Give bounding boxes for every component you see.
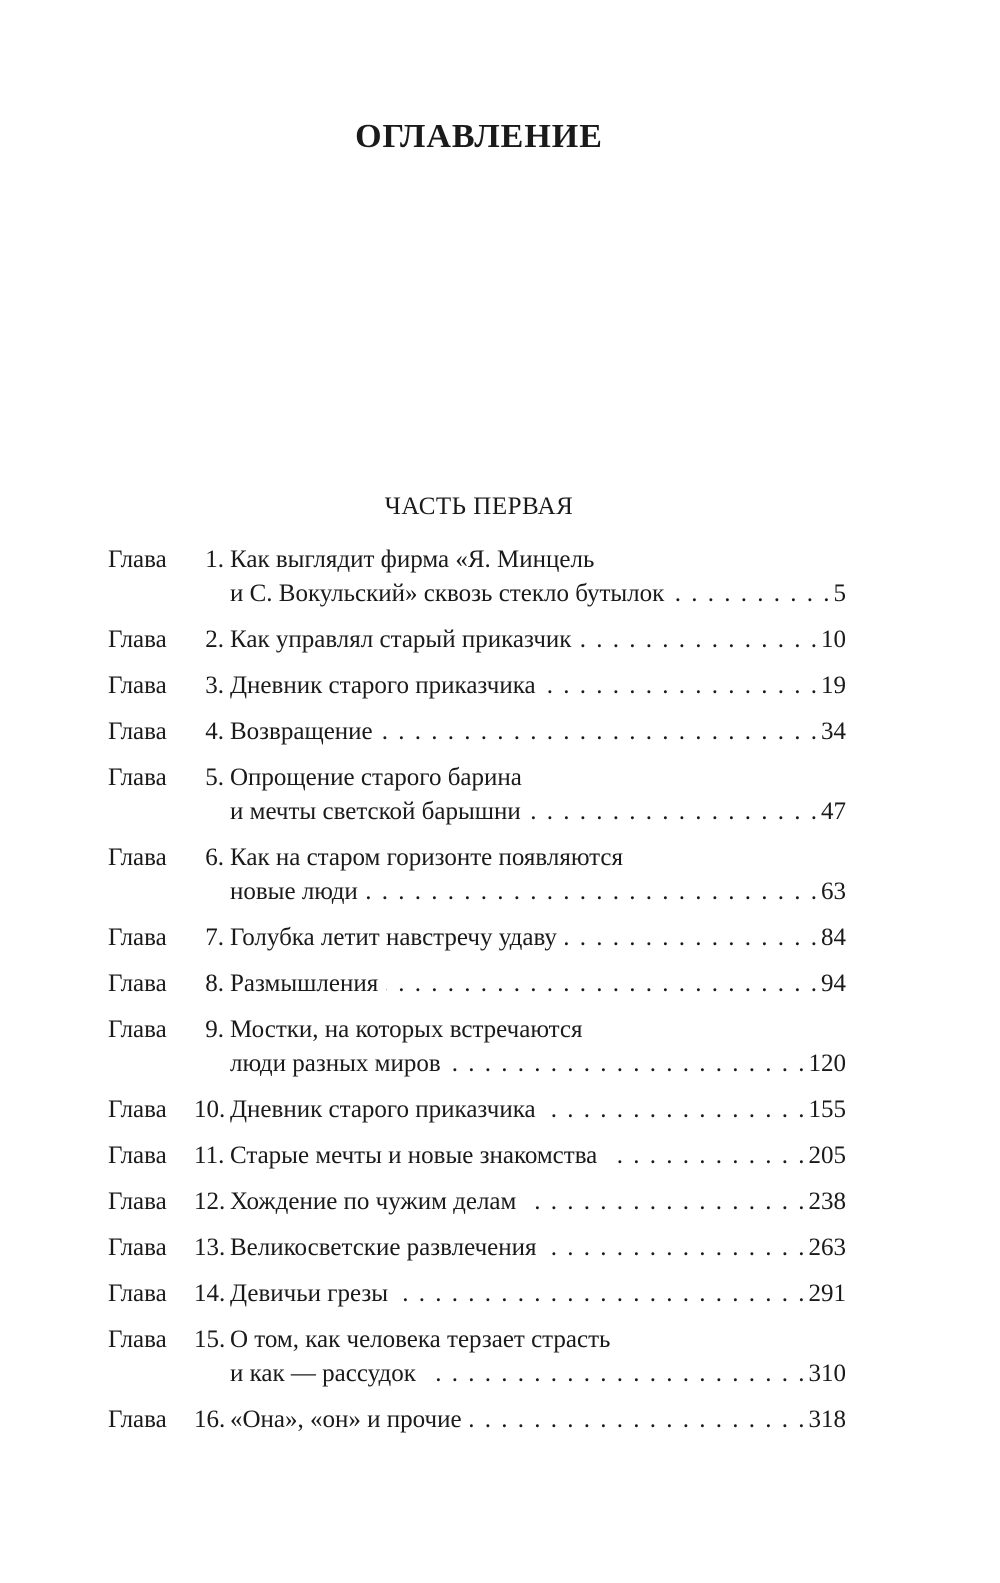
- dot-leader: [579, 623, 817, 657]
- chapter-label: Глава: [108, 844, 167, 871]
- toc-entry-15[interactable]: [108, 1323, 846, 1391]
- chapter-label: Глава: [108, 1234, 167, 1261]
- chapter-page-number: 318: [808, 1406, 846, 1433]
- chapter-number: 2.: [205, 626, 224, 653]
- toc-entry-7[interactable]: [108, 921, 846, 955]
- chapter-label: Глава: [108, 626, 167, 653]
- toc-entry-1[interactable]: [108, 543, 846, 611]
- chapter-number: 16.: [194, 1406, 226, 1433]
- chapter-title-line: Девичьи грезы: [230, 1280, 389, 1307]
- chapter-title-line: Как выглядит фирма «Я. Минцель: [230, 546, 595, 573]
- chapter-number: 11.: [194, 1142, 225, 1169]
- chapter-page-number: 205: [808, 1142, 846, 1169]
- toc-entry-10[interactable]: [108, 1093, 846, 1127]
- dot-leader: [524, 1185, 804, 1219]
- toc-entry-5[interactable]: [108, 761, 846, 829]
- chapter-page-number: 238: [808, 1188, 846, 1215]
- chapter-number: 9.: [205, 1016, 224, 1043]
- dot-leader: [386, 967, 817, 1001]
- chapter-label: Глава: [108, 764, 167, 791]
- dot-leader: [396, 1277, 804, 1311]
- dot-leader: [544, 669, 817, 703]
- chapter-page-number: 34: [821, 718, 846, 745]
- chapter-label: Глава: [108, 672, 167, 699]
- toc-entry-14[interactable]: [108, 1277, 846, 1311]
- chapter-label: Глава: [108, 1188, 167, 1215]
- chapter-label: Глава: [108, 1016, 167, 1043]
- chapter-label: Глава: [108, 1096, 167, 1123]
- chapter-title-line: и мечты светской барышни: [230, 798, 521, 825]
- chapter-label: Глава: [108, 1326, 167, 1353]
- chapter-page-number: 291: [808, 1280, 846, 1307]
- chapter-title-line: Хождение по чужим делам: [230, 1188, 517, 1215]
- chapter-number: 4.: [205, 718, 224, 745]
- chapter-number: 7.: [205, 924, 224, 951]
- chapter-title-line: новые люди: [230, 878, 358, 905]
- chapter-label: Глава: [108, 970, 167, 997]
- chapter-title-line: Мостки, на которых встречаются: [230, 1016, 583, 1043]
- chapter-title-line: Голубка летит навстречу удаву: [230, 924, 557, 951]
- chapter-title-line: и С. Вокульский» сквозь стекло бутылок: [230, 580, 665, 607]
- dot-leader: [544, 1093, 805, 1127]
- chapter-page-number: 19: [821, 672, 846, 699]
- chapter-page-number: 120: [808, 1050, 846, 1077]
- chapter-number: 1.: [205, 546, 224, 573]
- chapter-label: Глава: [108, 1406, 167, 1433]
- toc-entry-12[interactable]: [108, 1185, 846, 1219]
- toc-entry-3[interactable]: [108, 669, 846, 703]
- toc-entry-4[interactable]: [108, 715, 846, 749]
- chapter-title-line: Великосветские развлечения: [230, 1234, 537, 1261]
- chapter-number: 15.: [194, 1326, 226, 1353]
- chapter-label: Глава: [108, 1280, 167, 1307]
- toc-entry-11[interactable]: [108, 1139, 846, 1173]
- chapter-number: 12.: [194, 1188, 226, 1215]
- chapter-page-number: 263: [808, 1234, 846, 1261]
- chapter-label: Глава: [108, 546, 167, 573]
- chapter-number: 6.: [205, 844, 224, 871]
- toc-entry-2[interactable]: [108, 623, 846, 657]
- chapter-page-number: 310: [808, 1360, 846, 1387]
- chapter-title-line: О том, как человека терзает страсть: [230, 1326, 611, 1353]
- chapter-page-number: 47: [821, 798, 846, 825]
- dot-leader: [529, 795, 817, 829]
- chapter-page-number: 155: [808, 1096, 846, 1123]
- dot-leader: [381, 715, 817, 749]
- chapter-page-number: 84: [821, 924, 846, 951]
- toc-entry-8[interactable]: [108, 967, 846, 1001]
- chapter-title-line: Старые мечты и новые знакомства: [230, 1142, 598, 1169]
- dot-leader: [366, 875, 817, 909]
- chapter-label: Глава: [108, 1142, 167, 1169]
- chapter-number: 8.: [205, 970, 224, 997]
- toc-entry-6[interactable]: [108, 841, 846, 909]
- toc-entry-9[interactable]: [108, 1013, 846, 1081]
- chapter-label: Глава: [108, 924, 167, 951]
- dot-leader: [672, 577, 829, 611]
- chapter-title-line: Дневник старого приказчика: [230, 672, 536, 699]
- chapter-number: 3.: [205, 672, 224, 699]
- table-of-contents: [108, 543, 846, 1449]
- page-title: ОГЛАВЛЕНИЕ: [355, 118, 603, 155]
- chapter-number: 13.: [194, 1234, 226, 1261]
- chapter-page-number: 94: [821, 970, 846, 997]
- chapter-title-line: Как управлял старый приказчик: [230, 626, 572, 653]
- dot-leader: [470, 1403, 805, 1437]
- chapter-title-line: «Она», «он» и прочие: [230, 1406, 462, 1433]
- chapter-title-line: и как — рассудок: [230, 1360, 416, 1387]
- dot-leader: [449, 1047, 805, 1081]
- toc-entry-13[interactable]: [108, 1231, 846, 1265]
- dot-leader: [424, 1357, 805, 1391]
- chapter-title-line: Размышления: [230, 970, 379, 997]
- chapter-number: 14.: [194, 1280, 226, 1307]
- chapter-title-line: люди разных миров: [230, 1050, 441, 1077]
- chapter-title-line: Дневник старого приказчика: [230, 1096, 536, 1123]
- chapter-title-line: Опрощение старого барина: [230, 764, 522, 791]
- chapter-title-line: Возвращение: [230, 718, 373, 745]
- chapter-label: Глава: [108, 718, 167, 745]
- chapter-number: 10.: [194, 1096, 226, 1123]
- chapter-page-number: 5: [833, 580, 846, 607]
- toc-entry-16[interactable]: [108, 1403, 846, 1437]
- chapter-number: 5.: [205, 764, 224, 791]
- chapter-page-number: 10: [821, 626, 846, 653]
- dot-leader: [605, 1139, 804, 1173]
- chapter-page-number: 63: [821, 878, 846, 905]
- dot-leader: [545, 1231, 805, 1265]
- dot-leader: [565, 921, 817, 955]
- part-title: ЧАСТЬ ПЕРВАЯ: [384, 493, 574, 520]
- chapter-title-line: Как на старом горизонте появляются: [230, 844, 623, 871]
